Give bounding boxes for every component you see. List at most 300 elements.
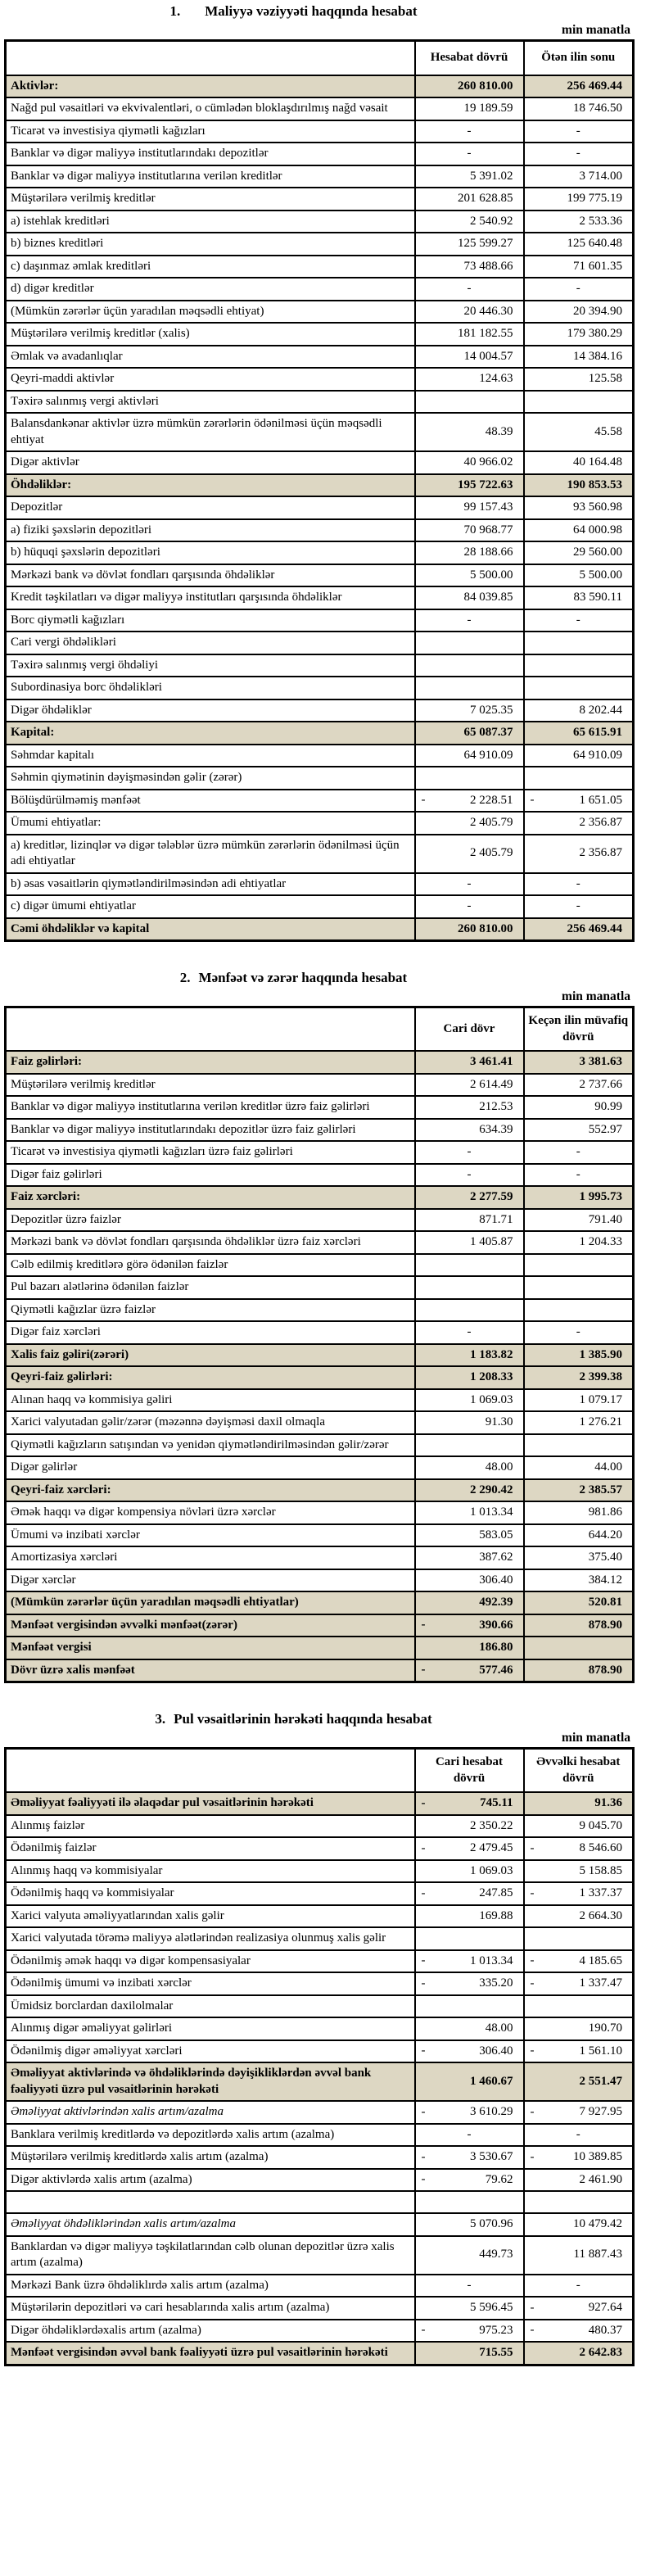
table-row <box>6 1546 634 1569</box>
table-row <box>6 1186 634 1209</box>
negative-sign: - <box>421 1841 426 1854</box>
table-row <box>6 413 634 451</box>
value-text: 7 927.95 <box>579 2105 622 2118</box>
table-row <box>6 1905 634 1928</box>
row-label: Təxirə salınmış vergi öhdəliyi <box>6 654 415 677</box>
value-current-period <box>415 301 524 324</box>
value-text: 3 381.63 <box>579 1055 622 1068</box>
value-text: 335.20 <box>479 1976 513 1990</box>
value-text: 1 337.37 <box>579 1886 622 1899</box>
row-label: Qiymətli kağızlar üzrə faizlər <box>6 1299 415 1322</box>
value-current-period <box>415 233 524 256</box>
value-text: 199 775.19 <box>567 192 622 205</box>
row-label: Qeyri-maddi aktivlər <box>6 368 415 391</box>
row-label: d) digər kreditlər <box>6 278 415 301</box>
table-row <box>6 790 634 813</box>
value-current-period <box>415 1905 524 1928</box>
table-row <box>6 1479 634 1502</box>
value-current-period <box>415 632 524 654</box>
row-label: Xarici valyuta əməliyyatlarından xalis gəlir <box>6 1905 415 1928</box>
value-previous-period <box>524 1546 634 1569</box>
table-row <box>6 895 634 918</box>
row-label: Faiz gəlirləri: <box>6 1051 415 1074</box>
value-text: 256 469.44 <box>567 79 622 93</box>
value-current-period <box>415 1074 524 1097</box>
value-current-period <box>415 2275 524 2298</box>
value-previous-period <box>524 1434 634 1457</box>
row-label: Əməliyyat öhdəliklərindən xalis artım/azalma <box>6 2213 415 2236</box>
value-current-period <box>415 2213 524 2236</box>
row-label: Ödənilmiş əmək haqqı və digər kompensasiyalar <box>6 1950 415 1973</box>
value-text: 2 461.90 <box>579 2172 622 2186</box>
row-label: Mənfəət vergisindən əvvəlki mənfəət(zərər) <box>6 1614 415 1637</box>
negative-sign: - <box>530 2105 535 2118</box>
value-text: 91.36 <box>594 1796 622 1809</box>
value-text: 1 337.47 <box>579 1976 622 1990</box>
table-row <box>6 188 634 211</box>
value-text: 7 025.35 <box>470 703 513 717</box>
title-number: 1. <box>169 3 181 19</box>
row-label: Borc qiymətli kağızları <box>6 609 415 632</box>
value-current-period <box>415 1186 524 1209</box>
value-previous-period <box>524 188 634 211</box>
value-text: 48.00 <box>485 1460 513 1474</box>
value-previous-period <box>524 368 634 391</box>
row-label: a) kreditlər, lizinqlər və digər tələblər üzrə mümkün zərərlərin ödənilməsi üçün adi ehtiyatlar <box>6 835 415 873</box>
value-text: 449.73 <box>479 2248 513 2261</box>
value-current-period <box>415 1614 524 1637</box>
value-previous-period <box>524 1051 634 1074</box>
value-previous-period <box>524 1837 634 1860</box>
row-label: Cəlb edilmiş kreditlərə görə ödənilən faizlər <box>6 1254 415 1277</box>
table-row <box>6 474 634 497</box>
row-label: Mənfəət vergisi <box>6 1637 415 1659</box>
row-label: Qeyri-faiz gəlirləri: <box>6 1366 415 1389</box>
negative-sign: - <box>421 1886 426 1899</box>
row-label: Amortizasiya xərcləri <box>6 1546 415 1569</box>
row-label: Mənfəət vergisindən əvvəl bank fəaliyyəti üzrə pul vəsaitlərinin hərəkəti <box>6 2342 415 2365</box>
value-text: 40 966.02 <box>463 455 513 469</box>
value-text: 552.97 <box>588 1122 622 1136</box>
value-current-period <box>415 451 524 474</box>
row-label: Digər öhdəliklərdəxalis artım (azalma) <box>6 2320 415 2343</box>
row-label: Ümidsiz borclardan daxilolmalar <box>6 1995 415 2018</box>
value-previous-period <box>524 2191 634 2213</box>
value-previous-period <box>524 1860 634 1883</box>
value-current-period <box>415 1569 524 1592</box>
value-previous-period <box>524 2297 634 2320</box>
value-current-period <box>415 1299 524 1322</box>
value-text: 9 045.70 <box>579 1818 622 1832</box>
value-text: 20 446.30 <box>463 304 513 318</box>
table-row <box>6 586 634 609</box>
value-current-period <box>415 1546 524 1569</box>
value-previous-period <box>524 75 634 98</box>
value-previous-period <box>524 233 634 256</box>
table-row <box>6 609 634 632</box>
value-text: 125.58 <box>588 372 622 385</box>
value-previous-period <box>524 2320 634 2343</box>
negative-sign: - <box>421 1618 426 1632</box>
value-current-period <box>415 790 524 813</box>
value-current-period <box>415 1209 524 1232</box>
title-number: 3. <box>155 1711 166 1727</box>
value-text: 48.39 <box>485 424 513 438</box>
title-text: Maliyyə vəziyyəti haqqında hesabat <box>205 3 418 19</box>
value-text: 3 530.67 <box>470 2150 513 2163</box>
header-label-cell <box>6 41 415 75</box>
value-text: 871.71 <box>479 1212 513 1226</box>
value-text: 1 276.21 <box>579 1415 622 1428</box>
negative-sign: - <box>421 2172 426 2186</box>
row-label: Müştərilərə verilmiş kreditlər <box>6 188 415 211</box>
value-previous-period <box>524 586 634 609</box>
value-current-period <box>415 1927 524 1950</box>
value-current-period <box>415 391 524 414</box>
row-label: Ödənilmiş faizlər <box>6 1837 415 1860</box>
value-current-period <box>415 1231 524 1254</box>
value-current-period <box>415 2169 524 2192</box>
value-text: 125 640.48 <box>567 237 622 250</box>
value-text: - <box>467 899 472 912</box>
value-current-period <box>415 1434 524 1457</box>
table-row <box>6 1209 634 1232</box>
header-current-period: Cari hesabat dövrü <box>415 1749 524 1793</box>
row-label: Ödənilmiş ümumi və inzibati xərclər <box>6 1972 415 1995</box>
negative-sign: - <box>530 793 535 807</box>
value-previous-period <box>524 278 634 301</box>
row-label: Əməliyyat fəaliyyəti ilə əlaqədar pul vəsaitlərinin hərəkəti <box>6 1792 415 1815</box>
value-text: 212.53 <box>479 1100 513 1113</box>
value-current-period <box>415 323 524 346</box>
table-row <box>6 2236 634 2275</box>
value-current-period <box>415 346 524 369</box>
value-text: 169.88 <box>479 1908 513 1922</box>
value-text: 5 070.96 <box>470 2217 513 2230</box>
value-text: 8 546.60 <box>579 1841 622 1854</box>
value-previous-period <box>524 1501 634 1524</box>
table-row <box>6 1591 634 1614</box>
value-text: - <box>467 282 472 295</box>
table-row <box>6 1860 634 1883</box>
value-text: 64 000.98 <box>573 523 622 536</box>
table-row <box>6 632 634 654</box>
value-text: 520.81 <box>588 1596 622 1609</box>
table-row <box>6 2017 634 2040</box>
value-text: - <box>467 2127 472 2141</box>
value-current-period <box>415 895 524 918</box>
table-row <box>6 2062 634 2101</box>
header-current-period: Cari dövr <box>415 1007 524 1052</box>
table-row <box>6 1254 634 1277</box>
value-text: 1 079.17 <box>579 1392 622 1406</box>
value-text: 1 561.10 <box>579 2044 622 2058</box>
title-number: 2. <box>179 970 191 985</box>
value-current-period <box>415 1659 524 1682</box>
value-text: 1 013.34 <box>470 1954 513 1967</box>
value-text: 981.86 <box>588 1505 622 1519</box>
table-row <box>6 699 634 722</box>
unit-note: min manatla <box>562 23 630 37</box>
value-current-period <box>415 2236 524 2275</box>
value-current-period <box>415 2297 524 2320</box>
header-label-cell <box>6 1007 415 1052</box>
value-current-period <box>415 1321 524 1344</box>
value-text: - <box>576 899 580 912</box>
negative-sign: - <box>530 2150 535 2163</box>
row-label: Alınmış faizlər <box>6 1815 415 1838</box>
value-text: 375.40 <box>588 1551 622 1564</box>
row-label: Xalis faiz gəliri(zərəri) <box>6 1344 415 1367</box>
value-text: 3 714.00 <box>579 169 622 183</box>
value-text: 2 533.36 <box>579 214 622 228</box>
row-label: Əmlak və avadanlıqlar <box>6 346 415 369</box>
value-current-period <box>415 1366 524 1389</box>
value-text: 79.62 <box>485 2172 513 2186</box>
value-text: 791.40 <box>588 1212 622 1226</box>
row-label: a) istehlak kreditləri <box>6 211 415 233</box>
value-previous-period <box>524 1231 634 1254</box>
row-label: Faiz xərcləri: <box>6 1186 415 1209</box>
value-previous-period <box>524 745 634 767</box>
row-label: Təxirə salınmış vergi aktivləri <box>6 391 415 414</box>
value-previous-period <box>524 722 634 745</box>
value-text: 5 158.85 <box>579 1863 622 1877</box>
row-label <box>6 2191 415 2213</box>
value-text: 20 394.90 <box>573 304 622 318</box>
table-row <box>6 2342 634 2365</box>
negative-sign: - <box>530 1976 535 1990</box>
value-text: 2 540.92 <box>470 214 513 228</box>
negative-sign: - <box>530 1886 535 1899</box>
table-row <box>6 1637 634 1659</box>
value-current-period <box>415 368 524 391</box>
value-text: 125 599.27 <box>458 237 513 250</box>
value-current-period <box>415 1995 524 2018</box>
value-text: 190 853.53 <box>567 478 622 491</box>
value-text: 247.85 <box>479 1886 513 1899</box>
table-row <box>6 301 634 324</box>
value-previous-period <box>524 1276 634 1299</box>
value-current-period <box>415 654 524 677</box>
table-row <box>6 745 634 767</box>
header-label-cell <box>6 1749 415 1793</box>
row-label: Banklar və digər maliyyə institutlarındakı depozitlər <box>6 143 415 165</box>
value-previous-period <box>524 2101 634 2124</box>
value-current-period <box>415 2191 524 2213</box>
row-label: Alınan haqq və kommisiya gəliri <box>6 1389 415 1412</box>
row-label: Banklar və digər maliyyə institutlarına verilən kreditlər üzrə faiz gəlirləri <box>6 1096 415 1119</box>
value-previous-period <box>524 1927 634 1950</box>
value-previous-period <box>524 1569 634 1592</box>
value-current-period <box>415 2146 524 2169</box>
row-label: Kapital: <box>6 722 415 745</box>
value-previous-period <box>524 895 634 918</box>
negative-sign: - <box>421 1663 426 1677</box>
negative-sign: - <box>530 2301 535 2314</box>
value-text: 65 087.37 <box>463 726 513 739</box>
value-current-period <box>415 1860 524 1883</box>
table-row <box>6 1051 634 1074</box>
value-previous-period <box>524 1254 634 1277</box>
value-text: 181 182.55 <box>458 327 513 340</box>
table-row <box>6 1164 634 1187</box>
header-row <box>6 1749 634 1793</box>
value-previous-period <box>524 1074 634 1097</box>
value-text: 1 069.03 <box>470 1392 513 1406</box>
value-text: 1 651.05 <box>579 793 622 807</box>
value-text: - <box>467 147 472 160</box>
value-previous-period <box>524 1950 634 1973</box>
value-text: 975.23 <box>479 2323 513 2337</box>
value-previous-period <box>524 346 634 369</box>
negative-sign: - <box>530 2323 535 2337</box>
table-row <box>6 1389 634 1412</box>
value-current-period <box>415 767 524 790</box>
value-text: 583.05 <box>479 1528 513 1542</box>
value-current-period <box>415 564 524 587</box>
value-text: - <box>576 2127 580 2141</box>
value-previous-period <box>524 835 634 873</box>
value-text: - <box>467 1325 472 1338</box>
table-row <box>6 1882 634 1905</box>
value-previous-period <box>524 2124 634 2147</box>
value-text: 29 560.00 <box>573 546 622 559</box>
row-label: b) biznes kreditləri <box>6 233 415 256</box>
value-text: 2 664.30 <box>579 1908 622 1922</box>
value-text: 4 185.65 <box>579 1954 622 1967</box>
table-row <box>6 1411 634 1434</box>
value-text: 14 004.57 <box>463 349 513 363</box>
row-label: Müştərilərə verilmiş kreditlər <box>6 1074 415 1097</box>
table-row <box>6 722 634 745</box>
value-previous-period <box>524 541 634 564</box>
value-previous-period <box>524 812 634 835</box>
value-current-period <box>415 97 524 120</box>
value-previous-period <box>524 1209 634 1232</box>
value-text: 2 277.59 <box>470 1190 513 1203</box>
table-row <box>6 2169 634 2192</box>
value-text: 179 380.29 <box>567 327 622 340</box>
value-current-period <box>415 1591 524 1614</box>
row-label: Alınmış digər əməliyyat gəlirləri <box>6 2017 415 2040</box>
table-row <box>6 519 634 542</box>
value-text: - <box>576 124 580 138</box>
value-previous-period <box>524 1411 634 1434</box>
table-row <box>6 2275 634 2298</box>
value-text: 745.11 <box>480 1796 513 1809</box>
value-text: 99 157.43 <box>463 500 513 514</box>
value-previous-period <box>524 1792 634 1815</box>
value-previous-period <box>524 519 634 542</box>
value-current-period <box>415 1501 524 1524</box>
table-row <box>6 233 634 256</box>
value-text: 256 469.44 <box>567 921 622 935</box>
value-text: 492.39 <box>479 1596 513 1609</box>
value-text: 480.37 <box>588 2323 622 2337</box>
financial-report-page <box>4 0 632 2366</box>
value-previous-period <box>524 97 634 120</box>
value-text: - <box>467 876 472 890</box>
value-text: 1 405.87 <box>470 1235 513 1248</box>
table-row <box>6 211 634 233</box>
value-current-period <box>415 699 524 722</box>
value-text: 306.40 <box>479 2044 513 2058</box>
table-row <box>6 1927 634 1950</box>
table-row <box>6 346 634 369</box>
table-row <box>6 1434 634 1457</box>
value-current-period <box>415 1119 524 1142</box>
value-previous-period <box>524 1366 634 1389</box>
table-row <box>6 1972 634 1995</box>
row-label: Banklardan və digər maliyyə təşkilatlarından cəlb olunan depozitlər üzrə xalis artım (azalma) <box>6 2236 415 2275</box>
row-label: Dövr üzrə xalis mənfəət <box>6 1659 415 1682</box>
value-text: 2 737.66 <box>579 1077 622 1091</box>
value-text: 18 746.50 <box>573 102 622 115</box>
value-current-period <box>415 1051 524 1074</box>
value-text: 1 385.90 <box>579 1347 622 1361</box>
value-text: 390.66 <box>479 1618 513 1632</box>
value-previous-period <box>524 654 634 677</box>
table-row <box>6 1321 634 1344</box>
value-current-period <box>415 1389 524 1412</box>
header-current-period: Hesabat dövrü <box>415 41 524 75</box>
row-label: Banklar və digər maliyyə institutlarındakı depozitlər üzrə faiz gəlirləri <box>6 1119 415 1142</box>
table-row <box>6 368 634 391</box>
value-current-period <box>415 75 524 98</box>
table-row <box>6 75 634 98</box>
row-label: Cəmi öhdəliklər və kapital <box>6 918 415 941</box>
value-previous-period <box>524 767 634 790</box>
value-current-period <box>415 1276 524 1299</box>
value-previous-period <box>524 1389 634 1412</box>
row-label: Digər aktivlər <box>6 451 415 474</box>
value-previous-period <box>524 2062 634 2101</box>
negative-sign: - <box>421 2044 426 2058</box>
table-row <box>6 1815 634 1838</box>
value-previous-period <box>524 1614 634 1637</box>
table-row <box>6 677 634 699</box>
value-text: 2 350.22 <box>470 1818 513 1832</box>
negative-sign: - <box>421 2105 426 2118</box>
negative-sign: - <box>530 1841 535 1854</box>
row-label: Nağd pul vəsaitləri və ekvivalentləri, o cümlədən bloklaşdırılmış nağd vəsait <box>6 97 415 120</box>
value-previous-period <box>524 165 634 188</box>
value-previous-period <box>524 1299 634 1322</box>
value-previous-period <box>524 2213 634 2236</box>
value-previous-period <box>524 1344 634 1367</box>
row-label: Qeyri-faiz xərcləri: <box>6 1479 415 1502</box>
value-previous-period <box>524 256 634 278</box>
value-previous-period <box>524 790 634 813</box>
value-previous-period <box>524 699 634 722</box>
value-text: 10 479.42 <box>573 2217 622 2230</box>
table-title <box>4 1711 632 1727</box>
value-text: 5 500.00 <box>579 568 622 582</box>
table-row <box>6 1569 634 1592</box>
value-current-period <box>415 143 524 165</box>
row-label: c) digər ümumi ehtiyatlar <box>6 895 415 918</box>
value-previous-period <box>524 1096 634 1119</box>
row-label: Banklara verilmiş kreditlərdə və depozitlərdə xalis artım (azalma) <box>6 2124 415 2147</box>
value-previous-period <box>524 2342 634 2365</box>
row-label: Müştərilərə verilmiş kreditlər (xalis) <box>6 323 415 346</box>
value-previous-period <box>524 1119 634 1142</box>
table-row <box>6 812 634 835</box>
value-text: 73 488.66 <box>463 259 513 273</box>
table-row <box>6 165 634 188</box>
value-text: 64 910.09 <box>463 748 513 762</box>
